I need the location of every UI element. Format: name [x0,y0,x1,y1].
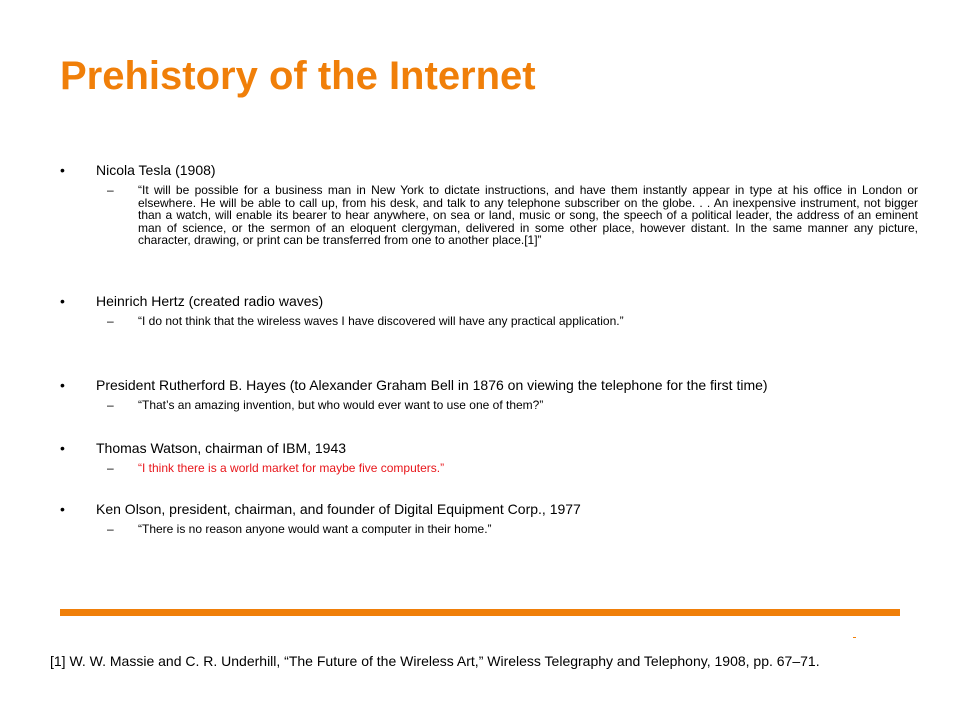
sub-item [107,522,918,536]
dash-icon: – [107,313,114,328]
list-item-watson [60,440,918,475]
dash-icon: – [107,522,114,536]
footer-tick-mark [853,637,856,638]
item-heading: President Rutherford B. Hayes (to Alexander Graham Bell in 1876 on viewing the telephone for the first time) [96,377,768,393]
bullet-icon: • [60,162,65,178]
list-item-hayes [60,377,918,412]
dash-icon: – [107,183,114,197]
bullet-icon: • [60,292,65,309]
sub-item [107,183,918,247]
item-quote: “There is no reason anyone would want a computer in their home.” [138,522,492,536]
quote-list [60,162,918,536]
bullet-icon: • [60,377,65,393]
dash-icon: – [107,460,114,475]
list-item-tesla [60,162,918,247]
sub-item [107,313,918,328]
item-heading: Ken Olson, president, chairman, and founder of Digital Equipment Corp., 1977 [96,501,581,517]
item-quote: “That’s an amazing invention, but who would ever want to use one of them?” [138,398,544,412]
item-quote: “I do not think that the wireless waves I have discovered will have any practical application.” [138,313,624,328]
sub-item [107,460,918,475]
list-item-olson [60,501,918,536]
dash-icon: – [107,398,114,412]
item-heading: Nicola Tesla (1908) [96,162,216,178]
bullet-icon: • [60,439,65,456]
bullet-icon: • [60,501,65,517]
list-item-hertz [60,293,918,328]
footer-divider [60,609,900,616]
footnote: [1] W. W. Massie and C. R. Underhill, “The Future of the Wireless Art,” Wireless Telegraphy and Telephony, 1908, pp. 67–71. [50,653,820,669]
item-quote-highlighted: “I think there is a world market for maybe five computers.” [138,460,445,475]
item-quote: “It will be possible for a business man in New York to dictate instructions, and have them instantly appear in type at his office in London or elsewhere. He will be able to call up, from his desk, and talk to any telephone subscriber on the globe. . . An inexpensive instrument, not bigger than a watch, will enable its bearer to hear anywhere, on sea or land, music or song, the speech of a political leader, the address of an eminent man of science, or the sermon of an eloquent clergyman, delivered in some other place, however distant. In the same manner any picture, character, drawing, or print can be transferred from one to another place.[1]” [138,183,918,247]
slide-title: Prehistory of the Internet [60,54,536,98]
item-heading: Heinrich Hertz (created radio waves) [96,292,324,309]
item-heading: Thomas Watson, chairman of IBM, 1943 [96,439,347,456]
sub-item [107,398,918,412]
